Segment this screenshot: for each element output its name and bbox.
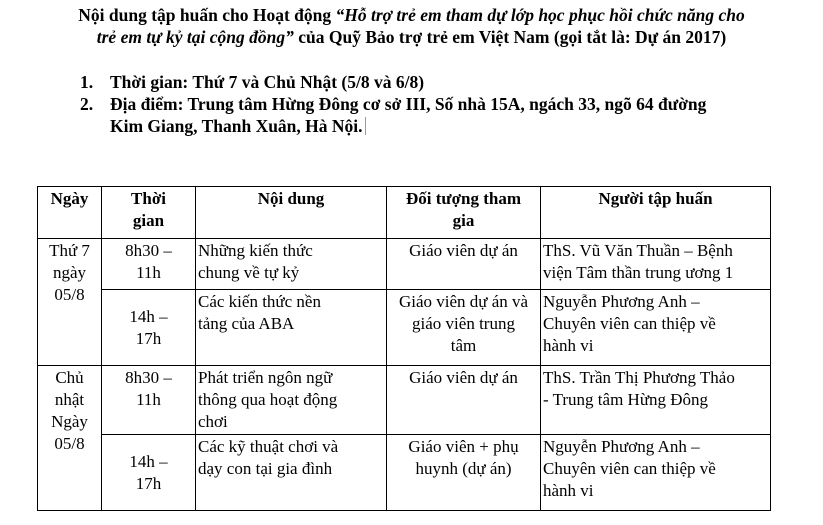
title-prefix: Nội dung tập huấn cho Hoạt động	[78, 5, 336, 25]
time-cell: 8h30 – 11h	[102, 239, 196, 290]
trainer-cell: ThS. Vũ Văn Thuần – Bệnh viện Tâm thần trung ương 1	[541, 239, 771, 290]
info-item-location	[80, 93, 800, 115]
target-cell: Giáo viên + phụ huynh (dự án)	[387, 435, 541, 511]
content-cell: Các kỹ thuật chơi và dạy con tại gia đình	[196, 435, 387, 511]
table-row	[38, 366, 771, 435]
info-number: 1.	[80, 72, 94, 92]
trainer-cell: Nguyễn Phương Anh – Chuyên viên can thiệp về hành vi	[541, 435, 771, 511]
header-time: Thời gian	[102, 187, 196, 239]
text-cursor	[365, 117, 366, 135]
target-cell: Giáo viên dự án và giáo viên trung tâm	[387, 290, 541, 366]
title-suffix: của Quỹ Bảo trợ trẻ em Việt Nam (gọi tắt là: Dự án 2017)	[293, 27, 727, 47]
header-target: Đối tượng tham gia	[387, 187, 541, 239]
trainer-cell: Nguyễn Phương Anh – Chuyên viên can thiệp về hành vi	[541, 290, 771, 366]
trainer-cell: ThS. Trần Thị Phương Thảo - Trung tâm Hừng Đông	[541, 366, 771, 435]
time-cell: 8h30 – 11h	[102, 366, 196, 435]
time-cell: 14h – 17h	[102, 435, 196, 511]
info-item-location-cont	[80, 115, 800, 137]
title-italic-line-1: “Hỗ trợ trẻ em tham dự lớp học phục hồi chức năng cho	[335, 5, 745, 25]
table-row	[38, 239, 771, 290]
info-text: Thời gian: Thứ 7 và Chủ Nhật (5/8 và 6/8)	[110, 72, 425, 92]
info-text: Địa điểm: Trung tâm Hừng Đông cơ sở III, Số nhà 15A, ngách 33, ngõ 64 đường	[110, 94, 707, 114]
header-day: Ngày	[38, 187, 102, 239]
title-line-1	[0, 4, 823, 26]
content-cell: Những kiến thức chung về tự kỷ	[196, 239, 387, 290]
info-text-line-2: Kim Giang, Thanh Xuân, Hà Nội.	[110, 116, 363, 136]
header-content: Nội dung	[196, 187, 387, 239]
target-cell: Giáo viên dự án	[387, 239, 541, 290]
info-text-cont	[110, 115, 366, 137]
info-number: 2.	[80, 94, 94, 114]
table-row	[38, 435, 771, 511]
content-cell: Phát triển ngôn ngữ thông qua hoạt động chơi	[196, 366, 387, 435]
document-title	[0, 4, 823, 48]
time-cell: 14h – 17h	[102, 290, 196, 366]
schedule-table	[37, 186, 771, 511]
table-header-row	[38, 187, 771, 239]
table-row	[38, 290, 771, 366]
header-trainer: Người tập huấn	[541, 187, 771, 239]
content-cell: Các kiến thức nền tảng của ABA	[196, 290, 387, 366]
title-italic-line-2: trẻ em tự kỷ tại cộng đồng”	[96, 27, 294, 47]
info-list	[80, 71, 800, 137]
target-cell: Giáo viên dự án	[387, 366, 541, 435]
day-cell: Thứ 7 ngày 05/8	[38, 239, 102, 366]
day-cell: Chủ nhật Ngày 05/8	[38, 366, 102, 511]
info-item-time	[80, 71, 800, 93]
title-line-2	[0, 26, 823, 48]
